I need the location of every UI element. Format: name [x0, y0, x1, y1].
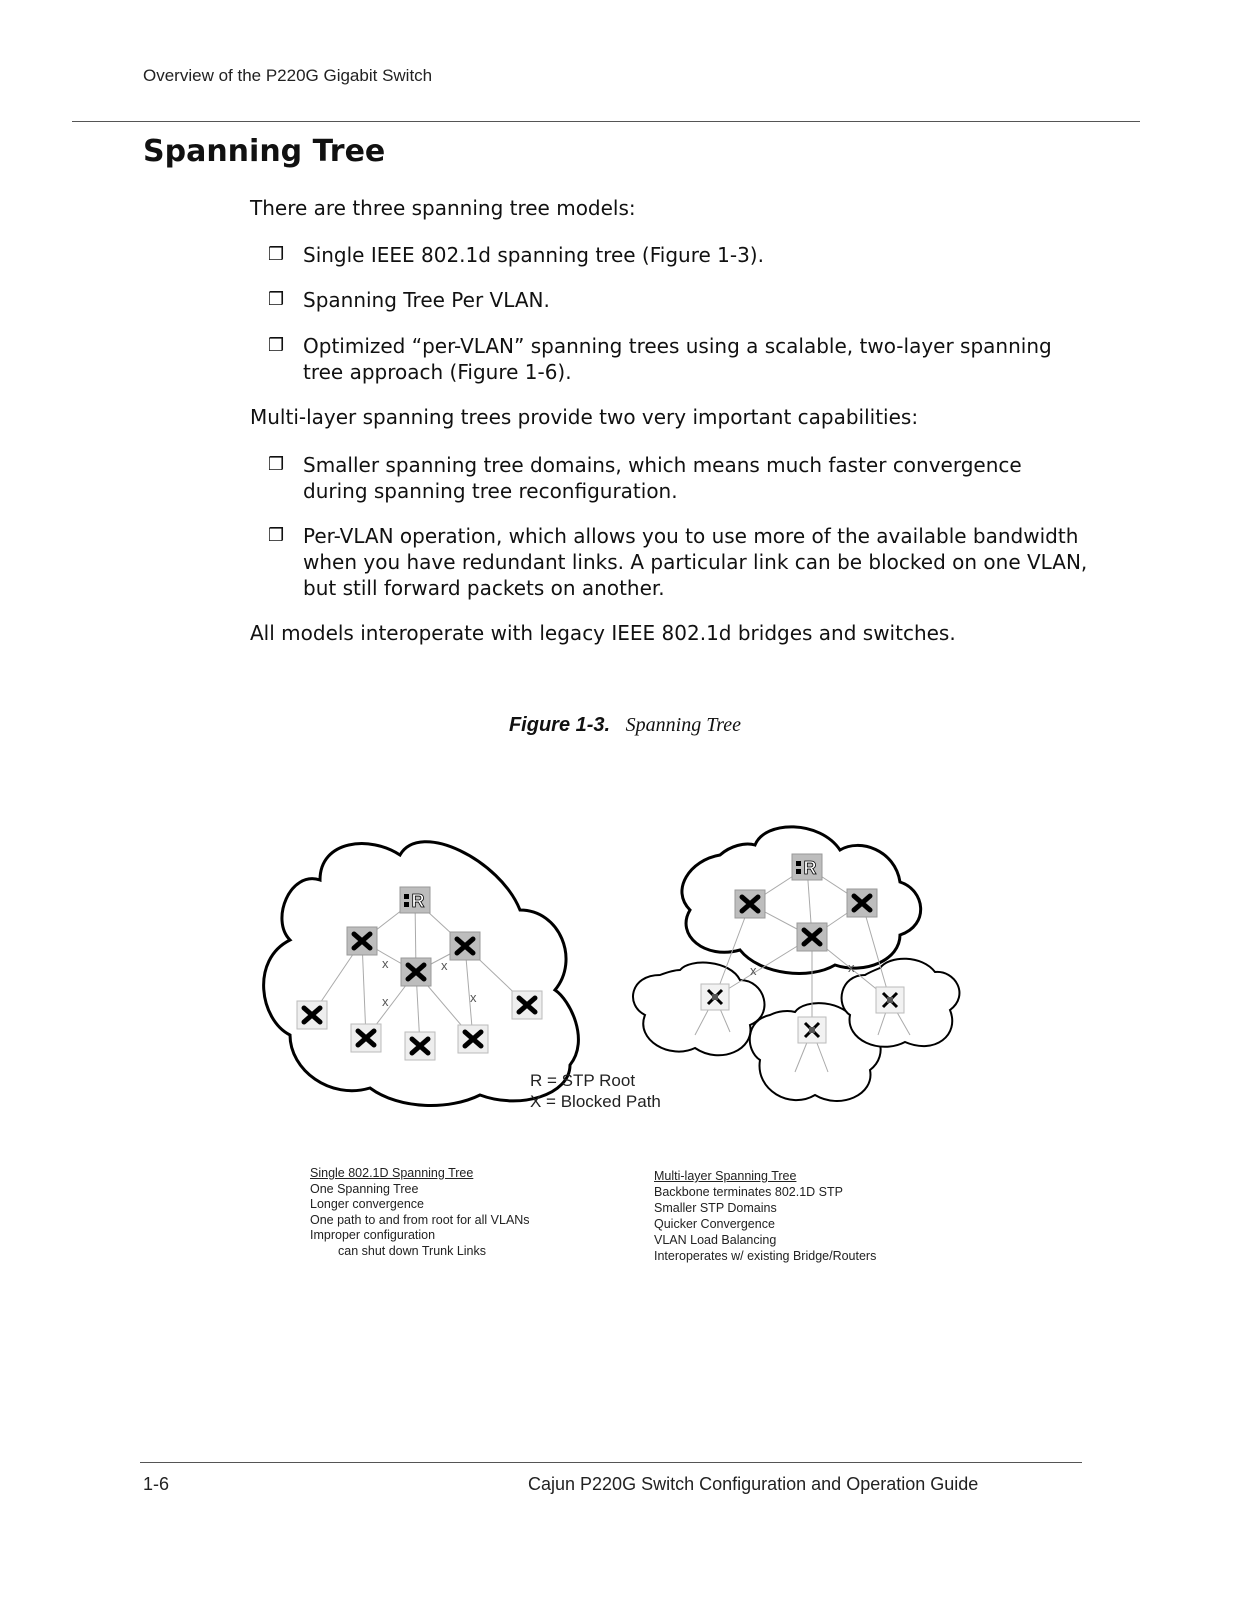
footer-rule: [140, 1462, 1082, 1463]
left-note-line: Longer convergence: [310, 1197, 424, 1211]
left-notes: [310, 1166, 530, 1259]
root-switch-icon: [400, 887, 430, 913]
section-title: Spanning Tree: [143, 134, 386, 169]
blocked-x: x: [382, 956, 389, 971]
model-item-text: Spanning Tree Per VLAN.: [303, 288, 550, 312]
left-note-line: can shut down Trunk Links: [338, 1243, 486, 1258]
model-item-3: [268, 333, 1088, 385]
switch-icon: [512, 991, 542, 1019]
root-switch-icon: [792, 854, 822, 880]
edge-switch-icon: [798, 1017, 826, 1043]
capability-item-2: [268, 523, 1088, 601]
right-note-line: VLAN Load Balancing: [654, 1233, 777, 1247]
left-note-line: One path to and from root for all VLANs: [310, 1212, 530, 1227]
figure-title: Spanning Tree: [625, 714, 742, 736]
capability-item-text: Per-VLAN operation, which allows you to use more of the available bandwidth when you have redundant links. A particular link can be blocked on one VLAN, but still forward packets on another.: [303, 524, 1088, 600]
switch-icon: [735, 890, 765, 918]
switch-icon: [347, 927, 377, 955]
model-item-2: [268, 287, 1088, 313]
switch-icon: [797, 923, 827, 951]
edge-switch-icon: [701, 984, 729, 1010]
right-notes-heading: Multi-layer Spanning Tree: [654, 1169, 797, 1183]
right-notes: [654, 1168, 876, 1264]
blocked-x: x: [750, 963, 757, 978]
blocked-x: x: [441, 958, 448, 973]
left-notes-heading: Single 802.1D Spanning Tree: [310, 1166, 474, 1180]
page-number: 1-6: [143, 1474, 170, 1494]
blocked-x: x: [848, 960, 855, 975]
switch-icon: [458, 1025, 488, 1053]
blocked-x: x: [382, 994, 389, 1009]
figure-caption: [0, 714, 1250, 737]
key-blocked: X = Blocked Path: [530, 1092, 661, 1111]
switch-icon: [401, 958, 431, 986]
model-item-text: Optimized “per-VLAN” spanning trees using a scalable, two-layer spanning tree approach (Figure 1-6).: [303, 334, 1052, 384]
left-note-line: One Spanning Tree: [310, 1181, 419, 1196]
checkbox-bullet-icon: ❒: [268, 289, 285, 310]
header-rule: [72, 121, 1140, 122]
switch-icon: [351, 1024, 381, 1052]
edge-clouds: [633, 959, 959, 1101]
footer-title: Cajun P220G Switch Configuration and Operation Guide: [528, 1474, 979, 1494]
intro-paragraph: There are three spanning tree models:: [250, 196, 636, 220]
checkbox-bullet-icon: ❒: [268, 454, 285, 475]
switch-icon: [405, 1032, 435, 1060]
right-note-line: Quicker Convergence: [654, 1217, 775, 1231]
checkbox-bullet-icon: ❒: [268, 335, 285, 356]
model-item-1: [268, 242, 1088, 268]
right-note-line: Smaller STP Domains: [654, 1201, 777, 1215]
capabilities-paragraph: Multi-layer spanning trees provide two very important capabilities:: [250, 405, 919, 429]
key-root: R = STP Root: [530, 1071, 636, 1090]
switch-icon: [450, 932, 480, 960]
figure-number: Figure 1-3.: [508, 714, 611, 736]
capability-item-text: Smaller spanning tree domains, which means much faster convergence during spanning tree reconfiguration.: [303, 453, 1022, 503]
running-header: Overview of the P220G Gigabit Switch: [143, 66, 433, 85]
closing-paragraph: All models interoperate with legacy IEEE 802.1d bridges and switches.: [250, 621, 956, 645]
blocked-x: x: [470, 990, 477, 1005]
edge-switch-icon: [876, 987, 904, 1013]
checkbox-bullet-icon: ❒: [268, 525, 285, 546]
left-note-line: Improper configuration: [310, 1228, 436, 1242]
switch-icon: [297, 1001, 327, 1029]
switch-icon: [847, 889, 877, 917]
right-note-line: Interoperates w/ existing Bridge/Routers: [654, 1249, 877, 1263]
model-item-text: Single IEEE 802.1d spanning tree (Figure 1-3).: [303, 243, 764, 267]
capability-item-1: [268, 452, 1088, 504]
checkbox-bullet-icon: ❒: [268, 244, 285, 265]
right-note-line: Backbone terminates 802.1D STP: [654, 1185, 843, 1199]
spanning-tree-diagram: R x x x x x x R = STP Root X = Blocked Path: [250, 810, 970, 1120]
